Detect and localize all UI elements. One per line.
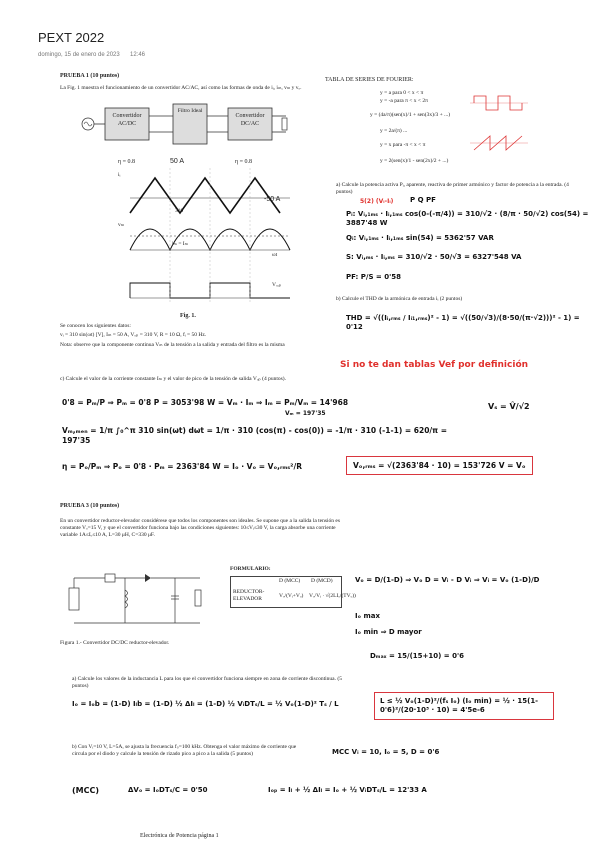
fourier-heading: TABLA DE SERIES DE FOURIER: — [325, 77, 414, 83]
c-side: Vₛ = V̂/√2 — [488, 402, 530, 411]
question-c: c) Calcule el valor de la corriente constante Iₘ y el valor de pico de la tensión de salida Vₒₚ (4 puntos). — [60, 376, 286, 382]
data-intro: Se conocen los siguientes datos: — [60, 323, 131, 329]
fourier-row-2: y = -a para π < x < 2π — [380, 98, 428, 104]
c-result-box: Vₒ,ᵣₘₛ = √(2363'84 · 10) = 153'726 V = Vₒ — [346, 456, 533, 475]
formulario-f1: Vₒ/(Vᵢ+Vₒ) — [279, 593, 304, 599]
wave-label-50a: 50 A — [170, 158, 185, 165]
thd-line: THD = √((Iᵢ,ᵣₘₛ / Iᵢ₁,ᵣₘₛ)² - 1) = √((50/√3)/(8·50/(π·√2)))² - 1) = 0'12 — [346, 314, 580, 331]
side-calc-4: Dₘₐₓ = 15/(15+10) = 0'6 — [370, 652, 464, 660]
question-a: a) Calcule la potencia activa Pᵢ, aparente, reactiva de primer armónico y factor de potencia a la entrada. (4 puntos) — [336, 182, 569, 195]
formulario-f2: Vₒ/Vᵢ · √(2LIₒ/(TVₒ)) — [309, 593, 356, 599]
prueba1-heading: PRUEBA 1 (10 puntos) — [60, 73, 120, 79]
question-b: b) Calcule el THD de la armónica de entrada iᵢ (2 puntos) — [336, 296, 463, 302]
buck-boost-circuit — [65, 568, 215, 633]
c-line-3: η = Pₒ/Pₘ ⇒ Pₒ = 0'8 · Pₘ = 2363'84 W = Iₒ · Vₒ = Vₒ,ᵣₘₛ²/R — [62, 462, 302, 471]
fourier-row-4: y = 2a/(π) ... — [380, 128, 408, 134]
side-calc-2: Iₒ max — [355, 612, 380, 620]
c-line-1b: Vₘ = 197'35 — [285, 410, 326, 417]
annot-top: 5(2) (Vᵢ-Iᵢ) — [360, 198, 394, 205]
fourier-row-5: y = x para -π < x < π — [380, 142, 426, 148]
prueba3-a-line: Iₒ = Iₒb = (1-D) Iₗb = (1-D) ½ ΔIₗ = (1-D) ½ VᵢDTₛ/L = ½ Vₒ(1-D)² Tₛ / L — [72, 700, 339, 708]
prueba3-b-line3: Iₒₚ = Iₗ + ½ ΔIₗ = Iₒ + ½ VᵢDTₛ/L = 12'33 A — [268, 786, 427, 794]
eta-1: η = 0.8 — [118, 159, 136, 165]
wave-label-im: iₘ = Iₘ — [172, 241, 189, 247]
prueba3-intro: En un convertidor reductor-elevador considérese que todos los componentes son ideales. Se supone que a la salida la tensión es constante Vₒ=15 V, y que el convertidor funciona bajo las condiciones siguientes: 10≤Vᵢ≤30 V, la carga absorbe una corriente variable 1A≤Iₒ≤10 A, L=30 μH, C=330 μF. — [60, 518, 341, 538]
page-date: domingo, 15 de enero de 2023 — [38, 52, 120, 58]
red-note: Si no te dan tablas Vef por definición — [340, 360, 529, 370]
fig1-caption: Fig. 1. — [180, 313, 196, 319]
data-line: vᵢ = 310 sin(ωt) [V], Iₘ = 50 A, Vₒₚ = 310 V, R = 10 Ω, fᵢ = 50 Hz. — [60, 332, 207, 338]
prueba3-b-line2: ΔVₒ = IₒDTₛ/C = 0'50 — [128, 786, 208, 794]
wave-label-vm: vₘ — [118, 222, 125, 228]
eta-2: η = 0.8 — [235, 159, 253, 165]
data-note: Nota: observe que la componente continua Vₘ de la tensión a la salida y entrada del filtro es la misma — [60, 342, 285, 348]
pf-line: PF: P/S = 0'58 — [346, 273, 401, 281]
page-footer: Electrónica de Potencia página 1 — [140, 833, 219, 839]
fourier-waveforms — [470, 88, 530, 173]
block-filter-label: Filtro Ideal — [177, 108, 203, 114]
fourier-row-1: y = a para 0 < x < π — [380, 90, 424, 96]
prueba3-question-a: a) Calcule los valores de la inductancia L para los que el convertidor funciona siempre en zona de corriente discontinua. (5 puntos) — [72, 676, 342, 689]
prueba3-a-result-box: L ≤ ½ Vₒ(1-D)²/(fₛ Iₒ) (Iₒ min) = ½ · 15(1-0'6)²/(20·10³ · 10) = 4'5e-6 — [374, 692, 554, 720]
q-line: Qᵢ: Vᵢ,₁ₘₛ · Iᵢ,₁ₘₛ sin(54) = 5362'57 VAR — [346, 234, 494, 242]
formulario-col-mcc: D (MCC) — [279, 578, 301, 584]
wave-label-ii: iᵢ — [118, 172, 121, 178]
prueba3-b-side: MCC Vᵢ = 10, Iₒ = 5, D = 0'6 — [332, 748, 440, 756]
block-acdc-label: Convertidor AC/DC — [112, 113, 142, 127]
formulario-col-mcd: D (MCD) — [311, 578, 333, 584]
c-line-2: Vₘ,ₘₑₙ = 1/π ∫₀^π 310 sin(ωt) dωt = 1/π · 310 (cos(π) - cos(0)) = -1/π · 310 (-1-1) = 620/π = 197'35 — [62, 426, 448, 445]
page-time: 12:46 — [130, 52, 146, 58]
formulario-row-label: REDUCTOR-ELEVADOR — [233, 589, 265, 602]
page-title: PEXT 2022 — [38, 30, 105, 45]
prueba3-fig-caption: Figura 1.- Convertidor DC/DC reductor-elevador. — [60, 640, 170, 646]
p-line: Pᵢ: Vᵢ,₁ₘₛ · Iᵢ,₁ₘₛ cos(0-(-π/4)) = 310/√2 · (8/π · 50/√2) cos(54) = 3887'48 W — [346, 210, 589, 227]
labels-pqpf: P Q PF — [410, 196, 436, 204]
side-calc-1: Vₒ = D/(1-D) ⇒ Vₒ D = Vᵢ - D Vᵢ ⇒ Vᵢ = Vₒ (1-D)/D — [355, 576, 540, 584]
fourier-row-3: y = (4a/π)(sen(x)/1 + sen(3x)/3 + ...) — [370, 112, 451, 118]
side-calc-3: Iₒ min ⇒ D mayor — [355, 628, 422, 636]
s-line: S: Vᵢ,ₘₛ · Iᵢ,ₘₛ = 310/√2 · 50/√3 = 6327'548 VA — [346, 253, 522, 261]
formulario-title: FORMULARIO: — [230, 566, 271, 572]
c-line-1: 0'8 = Pₘ/P ⇒ Pₘ = 0'8 P = 3053'98 W = Vₘ · Iₘ ⇒ Iₘ = Pₘ/Vₘ = 14'968 — [62, 398, 349, 407]
wave-label-310: 310 — [175, 208, 184, 214]
wave-label-vo: Vₒ,ₚ — [272, 282, 282, 288]
block-dcac-label: Convertidor DC/AC — [235, 113, 265, 127]
wave-label-wt: ωt — [272, 252, 278, 258]
prueba3-heading: PRUEBA 3 (10 puntos) — [60, 503, 120, 509]
formulario-table — [230, 576, 356, 608]
wave-label-neg50a: -50 A — [264, 196, 281, 203]
prueba3-question-b: b) Con Vᵢ=10 V, L=5A, se ajusta la frecuencia fₛ=100 kHz. Obtenga el valor máximo de corriente que circula por el diodo y calcule la tensión de rizado pico a pico a la salida (5 puntos) — [72, 744, 297, 757]
prueba3-b-line1: (MCC) — [72, 786, 100, 795]
prueba1-intro: La Fig. 1 muestra el funcionamiento de un convertidor AC/AC, así como las formas de onda de iᵢ, iₘ, vₘ y vₒ. — [60, 85, 302, 91]
fourier-row-6: y = 2(sen(x)/1 - sen(2x)/2 + ...) — [380, 158, 449, 164]
